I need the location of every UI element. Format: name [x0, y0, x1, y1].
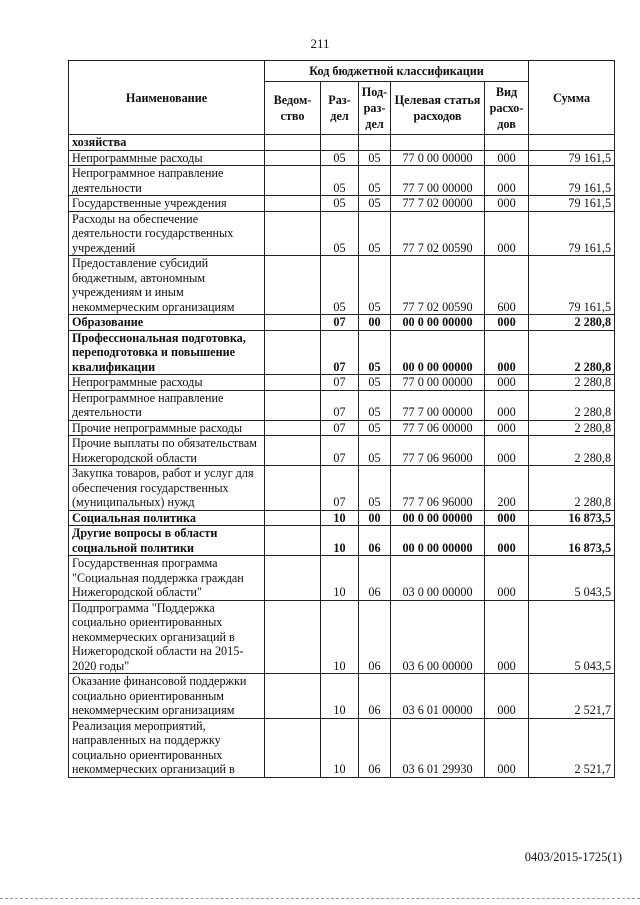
header-sum: Сумма	[529, 61, 615, 135]
cell-razd: 10	[321, 556, 359, 601]
cell-razd: 05	[321, 256, 359, 315]
cell-podr: 05	[359, 420, 391, 436]
cell-name: Предоставление субсидий бюджетным, автономным учреждениям и иным некоммерческим организациям	[69, 256, 265, 315]
table-row	[69, 526, 615, 556]
table-row	[69, 256, 615, 315]
cell-cel: 03 6 01 00000	[391, 674, 485, 719]
cell-sum: 2 280,8	[529, 390, 615, 420]
cell-vid: 000	[485, 600, 529, 674]
cell-vid: 000	[485, 196, 529, 212]
cell-vid: 000	[485, 526, 529, 556]
cell-cel: 00 0 00 00000	[391, 315, 485, 331]
cell-sum: 2 521,7	[529, 718, 615, 777]
cell-sum: 2 280,8	[529, 436, 615, 466]
cell-ved	[265, 556, 321, 601]
cell-podr: 05	[359, 166, 391, 196]
cell-name: Другие вопросы в области социальной политики	[69, 526, 265, 556]
table-row	[69, 150, 615, 166]
cell-cel: 77 0 00 00000	[391, 375, 485, 391]
cell-sum	[529, 135, 615, 151]
cell-podr: 05	[359, 150, 391, 166]
cell-vid: 000	[485, 556, 529, 601]
cell-vid: 000	[485, 420, 529, 436]
table-row	[69, 718, 615, 777]
cell-vid: 000	[485, 211, 529, 256]
cell-ved	[265, 150, 321, 166]
table-row	[69, 135, 615, 151]
table-row	[69, 600, 615, 674]
document-code: 0403/2015-1725(1)	[524, 850, 622, 864]
cell-podr: 06	[359, 526, 391, 556]
cell-name: Подпрограмма "Поддержка социально ориентированных некоммерческих организаций в Нижегородской области на 2015-2020 годы"	[69, 600, 265, 674]
header-vedomstvo: Ведом-ство	[265, 82, 321, 135]
cell-podr: 05	[359, 466, 391, 511]
header-podrazdel: Под-раз-дел	[359, 82, 391, 135]
cell-ved	[265, 135, 321, 151]
budget-table	[68, 60, 615, 778]
cell-name: Непрограммные расходы	[69, 375, 265, 391]
cell-vid: 600	[485, 256, 529, 315]
cell-ved	[265, 466, 321, 511]
cell-name: Прочие непрограммные расходы	[69, 420, 265, 436]
cell-sum: 2 280,8	[529, 315, 615, 331]
cell-vid: 000	[485, 390, 529, 420]
cell-razd: 10	[321, 526, 359, 556]
cell-podr: 05	[359, 390, 391, 420]
cell-razd: 10	[321, 718, 359, 777]
cell-cel: 77 7 02 00590	[391, 256, 485, 315]
cell-sum: 5 043,5	[529, 600, 615, 674]
header-vid: Вид расхо-дов	[485, 82, 529, 135]
table-row	[69, 315, 615, 331]
cell-razd: 07	[321, 390, 359, 420]
cell-cel: 77 7 00 00000	[391, 390, 485, 420]
cell-vid	[485, 135, 529, 151]
cell-razd: 07	[321, 315, 359, 331]
cell-ved	[265, 420, 321, 436]
cell-ved	[265, 390, 321, 420]
header-celevaya: Целевая статья расходов	[391, 82, 485, 135]
cell-podr: 05	[359, 196, 391, 212]
cell-razd: 05	[321, 196, 359, 212]
cell-cel: 00 0 00 00000	[391, 526, 485, 556]
cell-cel: 00 0 00 00000	[391, 510, 485, 526]
cell-vid: 000	[485, 436, 529, 466]
cell-sum: 5 043,5	[529, 556, 615, 601]
cell-cel: 03 6 01 29930	[391, 718, 485, 777]
cell-cel: 77 7 06 00000	[391, 420, 485, 436]
cell-ved	[265, 600, 321, 674]
table-row	[69, 510, 615, 526]
cell-vid: 000	[485, 315, 529, 331]
cell-ved	[265, 196, 321, 212]
cell-ved	[265, 315, 321, 331]
cell-cel: 77 7 02 00000	[391, 196, 485, 212]
cell-cel: 77 7 00 00000	[391, 166, 485, 196]
cell-vid: 000	[485, 375, 529, 391]
cell-vid: 000	[485, 330, 529, 375]
cell-sum: 16 873,5	[529, 526, 615, 556]
cell-ved	[265, 256, 321, 315]
cell-razd: 07	[321, 466, 359, 511]
cell-sum: 2 280,8	[529, 466, 615, 511]
cell-ved	[265, 211, 321, 256]
cell-vid: 000	[485, 510, 529, 526]
cell-sum: 79 161,5	[529, 256, 615, 315]
table-row	[69, 420, 615, 436]
cell-vid: 000	[485, 150, 529, 166]
cell-ved	[265, 510, 321, 526]
cell-podr: 05	[359, 330, 391, 375]
cell-name: Прочие выплаты по обязательствам Нижегородской области	[69, 436, 265, 466]
cell-ved	[265, 674, 321, 719]
cell-cel: 77 7 06 96000	[391, 466, 485, 511]
cell-podr: 06	[359, 556, 391, 601]
cell-razd: 07	[321, 330, 359, 375]
cell-vid: 200	[485, 466, 529, 511]
cell-sum: 79 161,5	[529, 196, 615, 212]
cell-ved	[265, 166, 321, 196]
cell-name: Непрограммное направление деятельности	[69, 166, 265, 196]
cell-sum: 2 521,7	[529, 674, 615, 719]
cell-cel: 00 0 00 00000	[391, 330, 485, 375]
cell-razd: 10	[321, 510, 359, 526]
cell-razd	[321, 135, 359, 151]
cell-ved	[265, 718, 321, 777]
cell-vid: 000	[485, 718, 529, 777]
table-row	[69, 466, 615, 511]
cell-ved	[265, 375, 321, 391]
table-row	[69, 556, 615, 601]
cell-podr: 06	[359, 600, 391, 674]
cell-sum: 2 280,8	[529, 375, 615, 391]
cell-name: Государственная программа "Социальная поддержка граждан Нижегородской области"	[69, 556, 265, 601]
cell-razd: 10	[321, 600, 359, 674]
cell-sum: 2 280,8	[529, 420, 615, 436]
table-row	[69, 211, 615, 256]
page-number: 211	[310, 36, 330, 51]
table-row	[69, 166, 615, 196]
header-classification: Код бюджетной классификации	[265, 61, 529, 82]
table-row	[69, 330, 615, 375]
cell-ved	[265, 330, 321, 375]
cell-razd: 05	[321, 166, 359, 196]
table-row	[69, 436, 615, 466]
table-row	[69, 375, 615, 391]
cell-razd: 07	[321, 436, 359, 466]
cell-name: Профессиональная подготовка, переподготовка и повышение квалификации	[69, 330, 265, 375]
cell-name: Непрограммные расходы	[69, 150, 265, 166]
cell-podr: 05	[359, 211, 391, 256]
cell-name: Непрограммное направление деятельности	[69, 390, 265, 420]
cell-sum: 16 873,5	[529, 510, 615, 526]
cell-name: Расходы на обеспечение деятельности государственных учреждений	[69, 211, 265, 256]
cell-podr	[359, 135, 391, 151]
cell-razd: 05	[321, 211, 359, 256]
cell-name: Оказание финансовой поддержки социально ориентированным некоммерческим организациям	[69, 674, 265, 719]
cell-podr: 00	[359, 315, 391, 331]
cell-cel	[391, 135, 485, 151]
cell-ved	[265, 526, 321, 556]
cell-sum: 2 280,8	[529, 330, 615, 375]
cell-podr: 00	[359, 510, 391, 526]
cell-razd: 07	[321, 375, 359, 391]
cell-name: Закупка товаров, работ и услуг для обеспечения государственных (муниципальных) нужд	[69, 466, 265, 511]
cell-name: хозяйства	[69, 135, 265, 151]
table-row	[69, 196, 615, 212]
header-razdel: Раз-дел	[321, 82, 359, 135]
cell-ved	[265, 436, 321, 466]
cell-name: Образование	[69, 315, 265, 331]
cell-name: Социальная политика	[69, 510, 265, 526]
cell-name: Реализация мероприятий, направленных на поддержку социально ориентированных некоммерческих организаций в	[69, 718, 265, 777]
table-row	[69, 390, 615, 420]
cell-razd: 05	[321, 150, 359, 166]
table-body	[69, 135, 615, 778]
cell-cel: 03 0 00 00000	[391, 556, 485, 601]
cell-podr: 06	[359, 674, 391, 719]
cell-sum: 79 161,5	[529, 150, 615, 166]
header-name: Наименование	[69, 61, 265, 135]
cell-razd: 10	[321, 674, 359, 719]
cell-podr: 05	[359, 436, 391, 466]
cell-sum: 79 161,5	[529, 166, 615, 196]
cell-vid: 000	[485, 166, 529, 196]
cell-cel: 03 6 00 00000	[391, 600, 485, 674]
cell-cel: 77 0 00 00000	[391, 150, 485, 166]
cell-podr: 05	[359, 375, 391, 391]
table-row	[69, 674, 615, 719]
cell-name: Государственные учреждения	[69, 196, 265, 212]
cell-cel: 77 7 06 96000	[391, 436, 485, 466]
cell-cel: 77 7 02 00590	[391, 211, 485, 256]
bottom-divider	[0, 898, 640, 899]
cell-podr: 06	[359, 718, 391, 777]
cell-vid: 000	[485, 674, 529, 719]
cell-podr: 05	[359, 256, 391, 315]
cell-sum: 79 161,5	[529, 211, 615, 256]
cell-razd: 07	[321, 420, 359, 436]
